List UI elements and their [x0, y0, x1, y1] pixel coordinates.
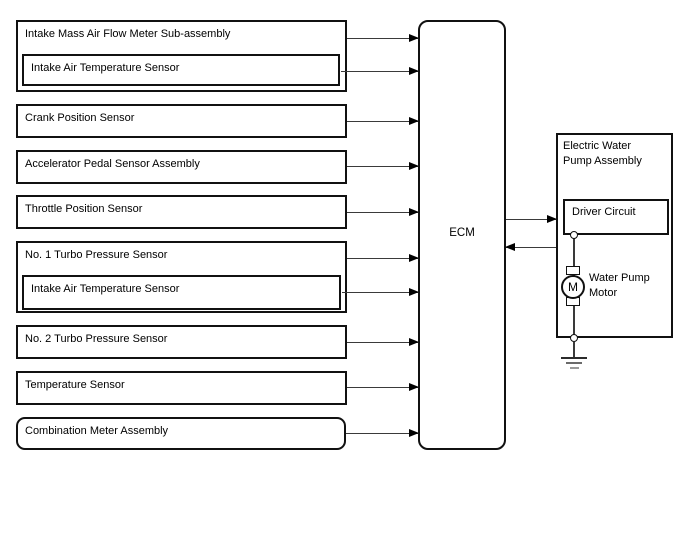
- sensor-label: Intake Mass Air Flow Meter Sub-assembly: [25, 28, 231, 40]
- arrow-no2-turbo-to-ecm: [347, 342, 418, 343]
- junction-node-driver: [570, 231, 578, 239]
- sensor-label: Intake Air Temperature Sensor: [31, 62, 180, 74]
- arrow-no1-turbo-to-ecm: [347, 258, 418, 259]
- pump-assembly-title: [563, 139, 642, 169]
- sensor-box-temperature: [16, 371, 347, 405]
- sensor-box-no2-turbo-pressure: [16, 325, 347, 359]
- arrow-pump-assembly-to-ecm: [506, 247, 556, 248]
- water-pump-motor-label-line1: Water Pump: [589, 272, 650, 284]
- driver-circuit-label: Driver Circuit: [572, 206, 636, 218]
- sensor-label: No. 2 Turbo Pressure Sensor: [25, 333, 168, 345]
- box-combination-meter-assembly: [16, 417, 346, 450]
- arrow-intake-maf-to-ecm: [347, 38, 418, 39]
- sensor-box-intake-air-temp-1: [22, 54, 340, 86]
- arrow-intake-air-temp2-to-ecm: [342, 292, 418, 293]
- arrow-intake-air-temp1-to-ecm: [341, 71, 418, 72]
- sensor-label: Accelerator Pedal Sensor Assembly: [25, 158, 200, 170]
- junction-node-ground: [570, 334, 578, 342]
- sensor-label: Intake Air Temperature Sensor: [31, 283, 180, 295]
- ground-icon: [566, 362, 582, 364]
- motor-icon: [561, 275, 585, 299]
- pump-assembly-title-line1: Electric Water: [563, 140, 632, 152]
- motor-brush-top-icon: [566, 266, 580, 275]
- arrow-ecm-to-pump-assembly: [506, 219, 556, 220]
- motor-letter: M: [568, 280, 578, 294]
- ground-stem: [573, 342, 575, 358]
- arrow-accelerator-pedal-to-ecm: [347, 166, 418, 167]
- sensor-label: Temperature Sensor: [25, 379, 125, 391]
- sensor-box-crank-position: [16, 104, 347, 138]
- sensor-box-intake-air-temp-2: [22, 275, 341, 310]
- driver-circuit-box: [563, 199, 669, 235]
- ecm-label: ECM: [449, 227, 475, 239]
- arrow-combination-meter-to-ecm: [346, 433, 418, 434]
- sensor-label: No. 1 Turbo Pressure Sensor: [25, 249, 168, 261]
- arrow-crank-position-to-ecm: [347, 121, 418, 122]
- ground-icon: [570, 367, 579, 369]
- sensor-label: Crank Position Sensor: [25, 112, 135, 124]
- arrow-temperature-to-ecm: [347, 387, 418, 388]
- sensor-box-throttle-position: [16, 195, 347, 229]
- ground-icon: [561, 357, 587, 359]
- arrow-throttle-position-to-ecm: [347, 212, 418, 213]
- water-pump-motor-label: [589, 271, 650, 301]
- ecm-box: [418, 20, 506, 450]
- pump-assembly-title-line2: Pump Assembly: [563, 155, 642, 167]
- sensor-label: Combination Meter Assembly: [25, 425, 169, 437]
- sensor-box-accelerator-pedal: [16, 150, 347, 184]
- sensor-label: Throttle Position Sensor: [25, 203, 143, 215]
- water-pump-motor-label-line2: Motor: [589, 287, 618, 299]
